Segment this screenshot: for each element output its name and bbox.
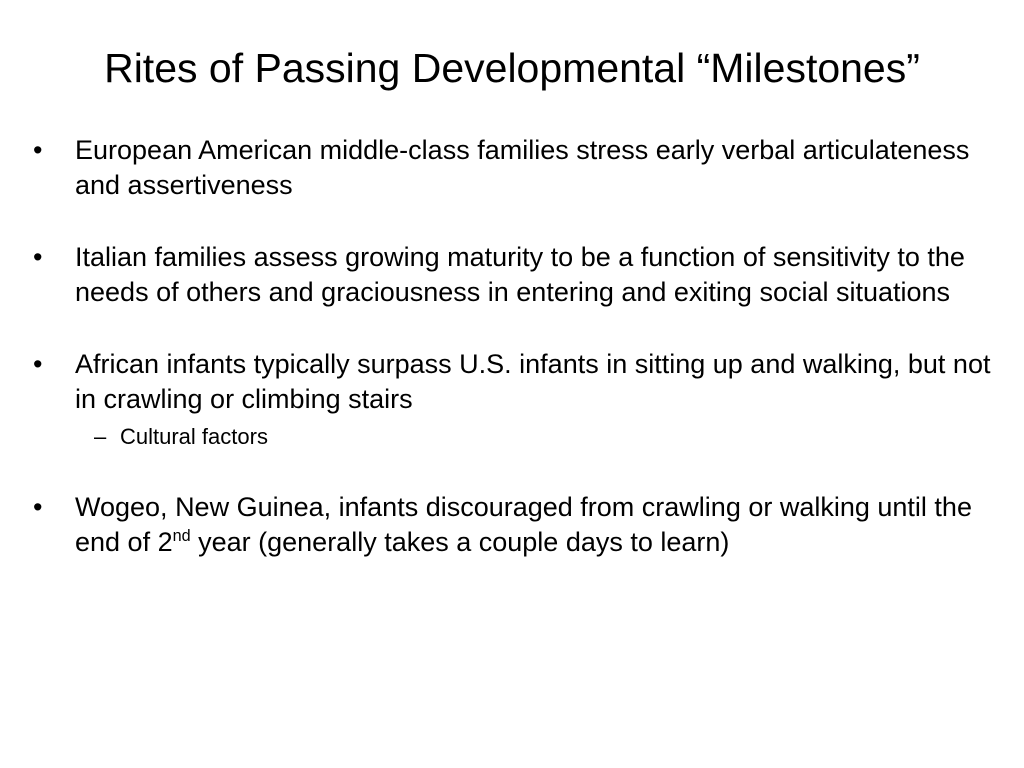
dash-icon: – — [94, 424, 107, 449]
slide-title: Rites of Passing Developmental “Milestones” — [104, 45, 920, 91]
bullet-text-part: Wogeo, New Guinea, infants discouraged from crawling or walking until the end of 2 — [75, 492, 972, 557]
bullet-icon: • — [33, 135, 43, 165]
bullet-item — [30, 133, 1010, 203]
bullet-icon: • — [33, 349, 43, 379]
sub-bullet-text: Cultural factors — [120, 424, 268, 449]
bullet-list — [30, 133, 1010, 560]
bullet-item — [30, 490, 1010, 560]
bullet-item — [30, 240, 1010, 310]
bullet-icon: • — [33, 492, 43, 522]
ordinal-superscript: nd — [172, 527, 191, 545]
bullet-icon: • — [33, 242, 43, 272]
bullet-text: African infants typically surpass U.S. infants in sitting up and walking, but not in crawling or climbing stairs — [75, 349, 991, 414]
bullet-text-part: year (generally takes a couple days to learn) — [190, 527, 730, 557]
sub-bullet-item — [30, 422, 1010, 452]
bullet-text: European American middle-class families stress early verbal articulateness and assertiveness — [75, 135, 970, 200]
bullet-text: Italian families assess growing maturity to be a function of sensitivity to the needs of others and graciousness in entering and exiting social situations — [75, 242, 965, 307]
bullet-item — [30, 347, 1010, 417]
bullet-text — [75, 492, 972, 557]
